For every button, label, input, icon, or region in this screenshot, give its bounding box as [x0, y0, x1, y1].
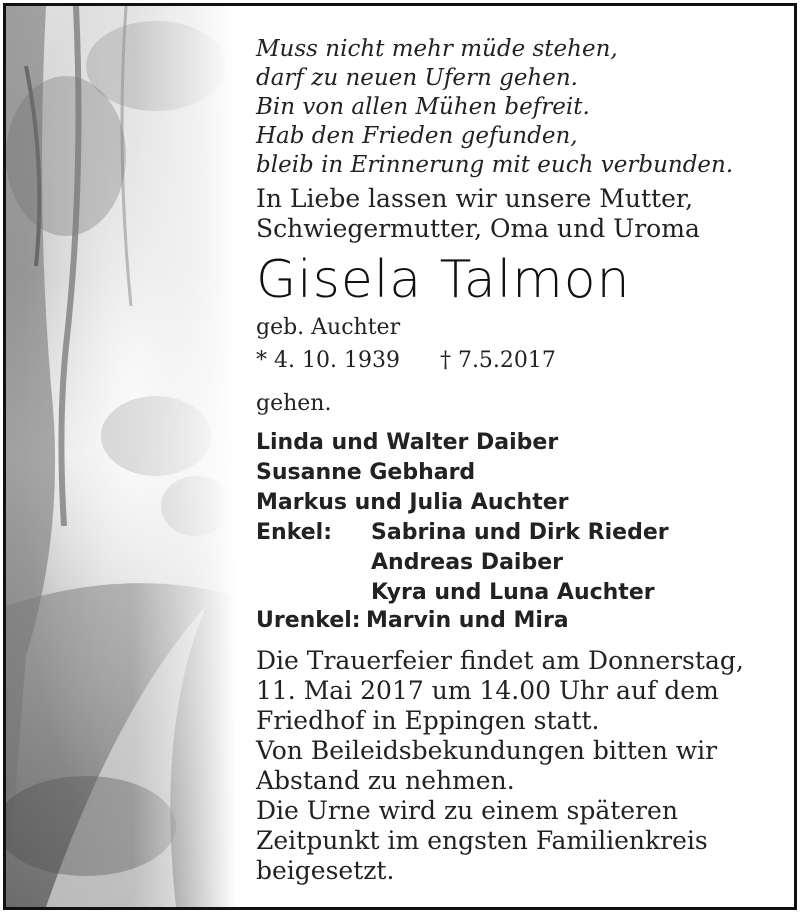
mourner-line: Linda und Walter Daiber [256, 430, 559, 455]
grandchild-line: Andreas Daiber [371, 550, 563, 575]
obituary-frame [3, 3, 797, 910]
notice-line: Friedhof in Eppingen statt. [256, 706, 600, 735]
great-grandchildren-names: Marvin und Mira [366, 608, 569, 633]
poem-line: bleib in Erinnerung mit euch verbunden. [256, 152, 734, 178]
great-grandchildren-label: Urenkel: [256, 608, 361, 633]
notice-line: beigesetzt. [256, 856, 395, 885]
notice-line: 11. Mai 2017 um 14.00 Uhr auf dem [256, 676, 719, 705]
birth-name: geb. Auchter [256, 315, 401, 340]
death-date: † 7.5.2017 [439, 348, 556, 373]
poem-line: darf zu neuen Ufern gehen. [256, 65, 578, 91]
notice-line: Abstand zu nehmen. [256, 766, 515, 795]
notice-line: Die Urne wird zu einem späteren [256, 796, 678, 825]
poem-line: Bin von allen Mühen befreit. [256, 94, 590, 120]
notice-line: Die Trauerfeier findet am Donnerstag, [256, 646, 744, 675]
grandchildren-label: Enkel: [256, 520, 332, 545]
mourner-line: Markus und Julia Auchter [256, 490, 569, 515]
closing-word: gehen. [256, 391, 332, 416]
poem-line: Hab den Frieden gefunden, [256, 123, 578, 149]
intro-line: Schwiegermutter, Oma und Uroma [256, 214, 700, 243]
deceased-name: Gisela Talmon [256, 250, 631, 310]
notice-line: Zeitpunkt im engsten Familienkreis [256, 826, 708, 855]
notice-line: Von Beileidsbekundungen bitten wir [256, 736, 718, 765]
intro-line: In Liebe lassen wir unsere Mutter, [256, 184, 694, 213]
life-dates [256, 348, 556, 373]
grandchild-line: Kyra und Luna Auchter [371, 580, 655, 605]
poem-line: Muss nicht mehr müde stehen, [256, 36, 618, 62]
mourner-line: Susanne Gebhard [256, 460, 476, 485]
forest-path-photo [6, 6, 236, 907]
birth-date: * 4. 10. 1939 [256, 348, 400, 373]
grandchild-line: Sabrina und Dirk Rieder [371, 520, 669, 545]
